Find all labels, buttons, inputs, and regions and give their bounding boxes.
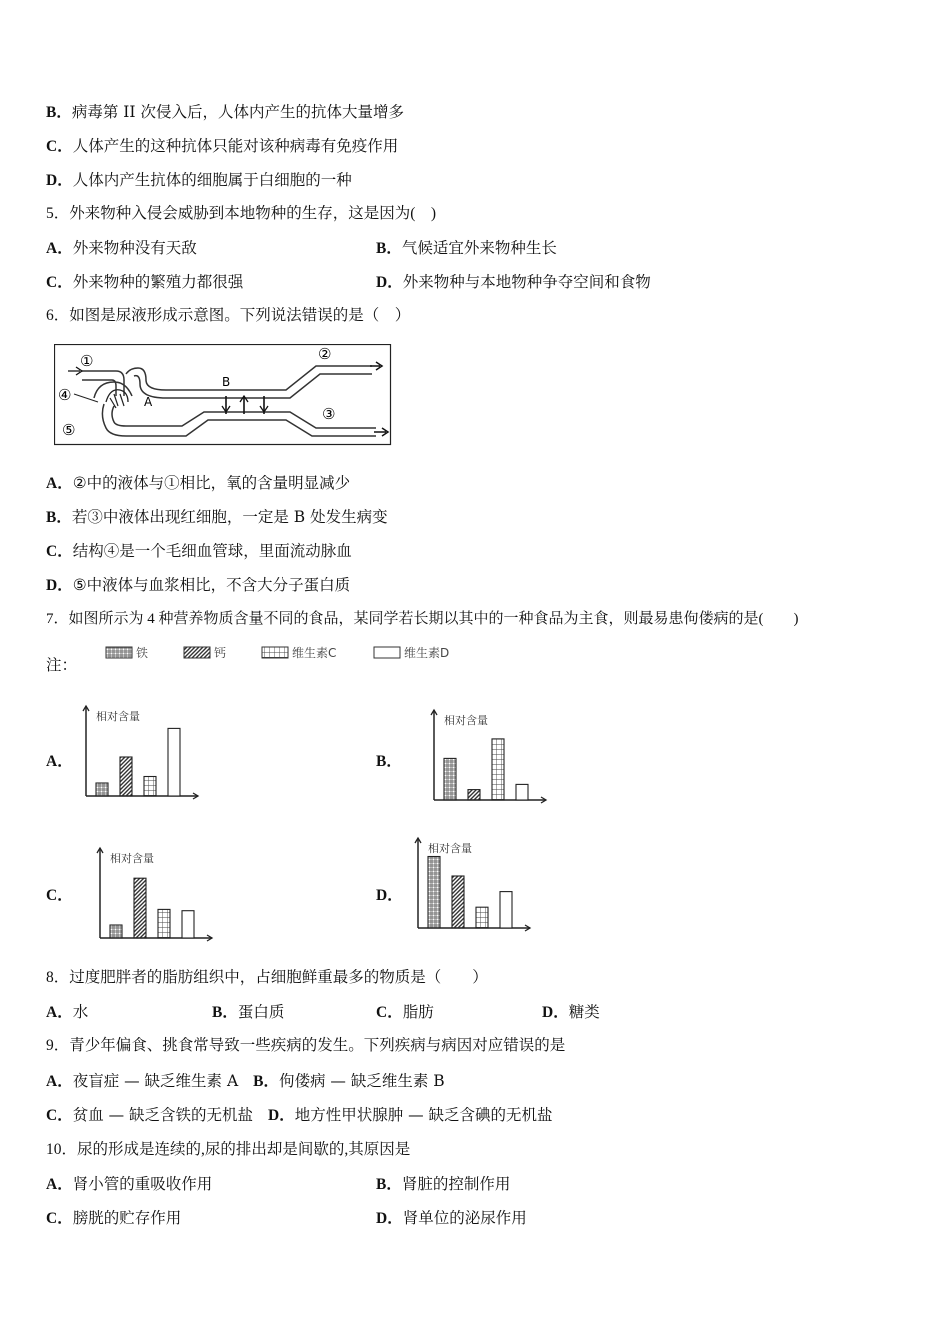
legend-vitamin-c: 维生素C [292, 646, 337, 660]
q8-option-b: B．蛋白质 [212, 1003, 285, 1021]
bar-vitamin-c [492, 739, 504, 800]
bar-calcium [468, 790, 480, 800]
q5-option-b: B．气候适宜外来物种生长 [376, 239, 557, 257]
y-axis-label: 相对含量 [444, 714, 488, 727]
q6-option-c: C．结构④是一个毛细血管球，里面流动脉血 [46, 542, 352, 560]
y-axis-label: 相对含量 [110, 852, 154, 865]
legend-iron: 铁 [136, 646, 149, 660]
option-b-line: B．病毒第 II 次侵入后，人体内产生的抗体大量增多 [46, 103, 404, 121]
legend-vitamin-c-swatch [262, 647, 288, 658]
label-4: ④ [58, 386, 72, 404]
q6-option-d: D．⑤中液体与血浆相比，不含大分子蛋白质 [46, 576, 351, 594]
chart-a [78, 700, 208, 802]
bar-iron [428, 857, 440, 929]
chart-legend [104, 642, 484, 664]
legend-prefix: 注： [46, 656, 78, 674]
label-b: B [222, 375, 231, 389]
q7-stem: 7．如图所示为 4 种营养物质含量不同的食品，某同学若长期以其中的一种食品为主食，则最易患佝偻病的是( ) [46, 611, 799, 627]
option-c-line: C．人体产生的这种抗体只能对该种病毒有免疫作用 [46, 137, 399, 155]
q8-stem: 8．过度肥胖者的脂肪组织中，占细胞鲜重最多的物质是（ ） [46, 969, 488, 986]
q5-option-a: A．外来物种没有天敌 [46, 239, 197, 257]
label-a: A [144, 395, 153, 409]
bar-vitamin-d [168, 728, 180, 796]
q10-option-b: B．肾脏的控制作用 [376, 1175, 511, 1193]
q8-option-d: D．糖类 [542, 1003, 600, 1021]
chart-c [92, 842, 222, 944]
q7-option-b-letter: B． [376, 753, 402, 770]
q7-option-c-letter: C． [46, 887, 73, 904]
legend-calcium-swatch [184, 647, 210, 658]
bar-vitamin-d [516, 784, 528, 800]
bar-vitamin-c [144, 777, 156, 797]
urine-formation-diagram [54, 344, 392, 446]
q9-options-row-2: C．贫血 — 缺乏含铁的无机盐 D．地方性甲状腺肿 — 缺乏含碘的无机盐 [46, 1106, 553, 1124]
label-1: ① [80, 352, 94, 370]
q10-option-a: A．肾小管的重吸收作用 [46, 1175, 213, 1193]
q10-option-d: D．肾单位的泌尿作用 [376, 1209, 527, 1227]
bar-calcium [134, 878, 146, 938]
bar-calcium [120, 757, 132, 796]
legend-vitamin-d-swatch [374, 647, 400, 658]
legend-calcium: 钙 [214, 646, 227, 660]
q6-option-b: B．若③中液体出现红细胞，一定是 B 处发生病变 [46, 508, 388, 526]
q10-stem: 10．尿的形成是连续的,尿的排出却是间歇的,其原因是 [46, 1141, 411, 1158]
q5-option-d: D．外来物种与本地物种争夺空间和食物 [376, 273, 651, 291]
bar-iron [110, 925, 122, 938]
bar-vitamin-c [476, 907, 488, 928]
q9-stem: 9．青少年偏食、挑食常导致一些疾病的发生。下列疾病与病因对应错误的是 [46, 1037, 566, 1054]
legend-iron-swatch [106, 647, 132, 658]
q5-option-c: C．外来物种的繁殖力都很强 [46, 273, 244, 291]
option-d-line: D．人体内产生抗体的细胞属于白细胞的一种 [46, 171, 352, 189]
chart-d [410, 832, 540, 934]
bar-vitamin-d [500, 892, 512, 928]
label-2: ② [318, 345, 332, 363]
diagram-border [55, 345, 391, 445]
q8-option-a: A．水 [46, 1003, 89, 1021]
label-3: ③ [322, 405, 336, 423]
q7-option-a-letter: A． [46, 753, 73, 770]
y-axis-label: 相对含量 [96, 710, 140, 723]
bar-iron [444, 758, 456, 800]
bar-calcium [452, 876, 464, 928]
q7-option-d-letter: D． [376, 887, 403, 904]
q8-option-c: C．脂肪 [376, 1003, 434, 1021]
bar-vitamin-c [158, 909, 170, 938]
q6-stem: 6．如图是尿液形成示意图。下列说法错误的是（ ） [46, 307, 411, 324]
label-5: ⑤ [62, 421, 76, 439]
chart-b [426, 704, 556, 806]
q6-option-a: A．②中的液体与①相比，氧的含量明显减少 [46, 474, 351, 492]
y-axis-label: 相对含量 [428, 842, 472, 855]
q5-stem: 5．外来物种入侵会威胁到本地物种的生存，这是因为( ) [46, 205, 437, 222]
bar-iron [96, 783, 108, 796]
bar-vitamin-d [182, 911, 194, 938]
q10-option-c: C．膀胱的贮存作用 [46, 1209, 182, 1227]
q9-options-row-1: A．夜盲症 — 缺乏维生素 A B．佝偻病 — 缺乏维生素 B [46, 1072, 445, 1090]
legend-vitamin-d: 维生素D [404, 646, 450, 660]
